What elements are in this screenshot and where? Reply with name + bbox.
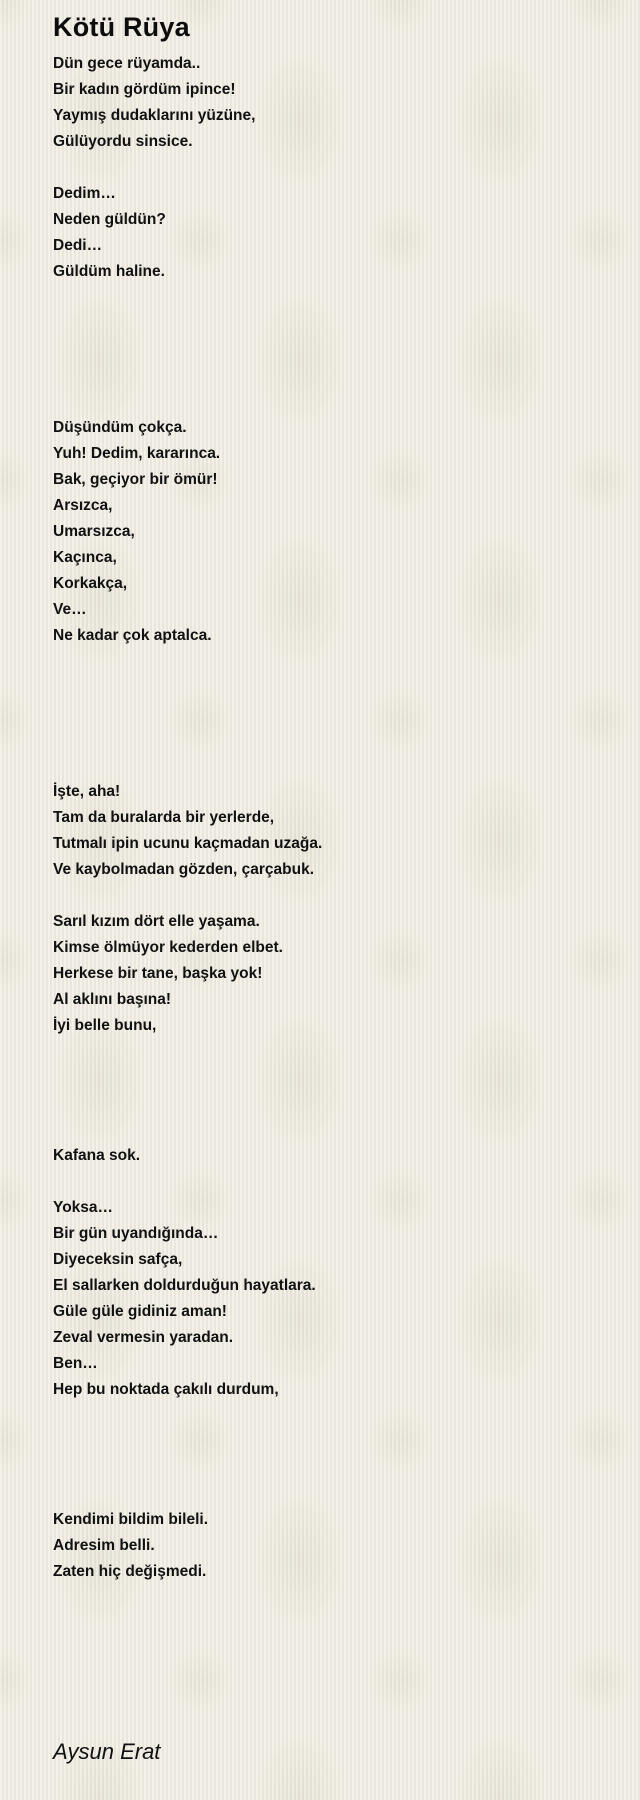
poem-line: Ve… bbox=[53, 601, 87, 618]
stanza-break bbox=[53, 285, 613, 311]
poem-line: Ben… bbox=[53, 1355, 98, 1372]
poem-line: Kendimi bildim bileli. bbox=[53, 1511, 209, 1528]
stanza-break bbox=[53, 337, 613, 363]
poem-line: İşte, aha! bbox=[53, 783, 121, 800]
poem-author: Aysun Erat bbox=[53, 1739, 161, 1764]
stanza-break bbox=[53, 1455, 613, 1481]
poem-line: Bir gün uyandığında… bbox=[53, 1225, 219, 1242]
poem-line: Dedi… bbox=[53, 237, 103, 254]
poem-line: Korkakça, bbox=[53, 575, 128, 592]
stanza-break bbox=[53, 155, 613, 181]
poem-line: Düşündüm çokça. bbox=[53, 419, 187, 436]
poem-line: Ve kaybolmadan gözden, çarçabuk. bbox=[53, 861, 315, 878]
poem-line: Hep bu noktada çakılı durdum, bbox=[53, 1381, 279, 1398]
poem-line: Ne kadar çok aptalca. bbox=[53, 627, 212, 644]
poem-line: Adresim belli. bbox=[53, 1537, 155, 1554]
stanza-break bbox=[53, 649, 613, 675]
stanza-break bbox=[53, 1091, 613, 1117]
poem-line: Yuh! Dedim, kararınca. bbox=[53, 445, 221, 462]
poem-line: Zaten hiç değişmedi. bbox=[53, 1563, 207, 1580]
stanza-break bbox=[53, 883, 613, 909]
poem-line: Bir kadın gördüm ipince! bbox=[53, 81, 236, 98]
stanza-break bbox=[53, 1065, 613, 1091]
stanza-break bbox=[53, 389, 613, 415]
poem-body bbox=[53, 51, 613, 1585]
poem-line: Kaçınca, bbox=[53, 549, 117, 566]
poem-line: Arsızca, bbox=[53, 497, 113, 514]
poem-line: Al aklını başına! bbox=[53, 991, 172, 1008]
stanza-break bbox=[53, 675, 613, 701]
poem-line: Sarıl kızım dört elle yaşama. bbox=[53, 913, 260, 930]
poem-line: Herkese bir tane, başka yok! bbox=[53, 965, 263, 982]
stanza-break bbox=[53, 311, 613, 337]
stanza-break bbox=[53, 701, 613, 727]
stanza-break bbox=[53, 1169, 613, 1195]
poem-line: Gülüyordu sinsice. bbox=[53, 133, 193, 150]
poem-line: İyi belle bunu, bbox=[53, 1017, 157, 1034]
poem-line: Neden güldün? bbox=[53, 211, 166, 228]
poem-line: Kimse ölmüyor kederden elbet. bbox=[53, 939, 283, 956]
stanza-break bbox=[53, 753, 613, 779]
stanza-break bbox=[53, 363, 613, 389]
poem-line: Güldüm haline. bbox=[53, 263, 165, 280]
poem-line: Kafana sok. bbox=[53, 1147, 141, 1164]
poem-line: Güle güle gidiniz aman! bbox=[53, 1303, 227, 1320]
poem-line: Tam da buralarda bir yerlerde, bbox=[53, 809, 275, 826]
stanza-break bbox=[53, 1481, 613, 1507]
poem-line: Diyeceksin safça, bbox=[53, 1251, 183, 1268]
stanza-break bbox=[53, 1117, 613, 1143]
stanza-break bbox=[53, 727, 613, 753]
poem-line: El sallarken doldurduğun hayatlara. bbox=[53, 1277, 316, 1294]
poem-line: Yaymış dudaklarını yüzüne, bbox=[53, 107, 256, 124]
poem-line: Dün gece rüyamda.. bbox=[53, 55, 201, 72]
poem-line: Yoksa… bbox=[53, 1199, 114, 1216]
stanza-break bbox=[53, 1403, 613, 1429]
poem-line: Tutmalı ipin ucunu kaçmadan uzağa. bbox=[53, 835, 323, 852]
poem-line: Zeval vermesin yaradan. bbox=[53, 1329, 234, 1346]
poem-title: Kötü Rüya bbox=[53, 12, 190, 42]
poem-line: Umarsızca, bbox=[53, 523, 135, 540]
stanza-break bbox=[53, 1039, 613, 1065]
poem-line: Dedim… bbox=[53, 185, 116, 202]
stanza-break bbox=[53, 1429, 613, 1455]
poem-line: Bak, geçiyor bir ömür! bbox=[53, 471, 218, 488]
